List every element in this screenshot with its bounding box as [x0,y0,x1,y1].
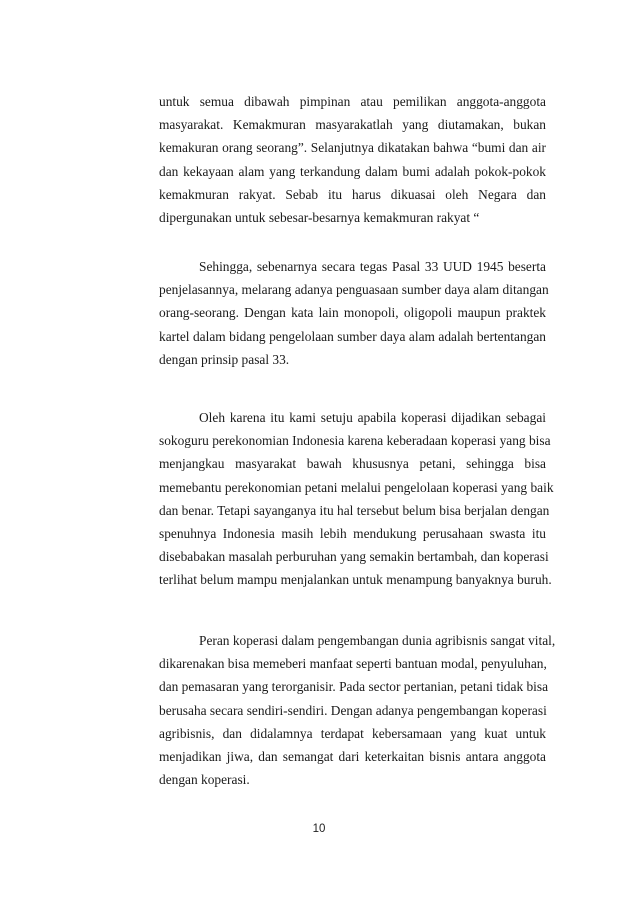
paragraph-line: disebabakan masalah perburuhan yang semakin bertambah, dan koperasi [159,549,549,565]
paragraph-line: dan benar. Tetapi sayanganya itu hal tersebut belum bisa berjalan dengan [159,502,550,518]
paragraph-line: dan kekayaan alam yang terkandung dalam bumi adalah pokok-pokok [159,163,546,179]
paragraph-2 [159,255,549,371]
paragraph-line: spenuhnya Indonesia masih lebih mendukung perusahaan swasta itu [159,525,546,541]
paragraph-line: dengan prinsip pasal 33. [159,351,290,367]
paragraph-line: Peran koperasi dalam pengembangan dunia agribisnis sangat vital, [199,633,556,648]
paragraph-line: memebantu perekonomian petani melalui pengelolaan koperasi yang baik [159,479,554,495]
paragraph-line: orang-seorang. Dengan kata lain monopoli, oligopoli maupun praktek [159,305,546,321]
paragraph-line: dengan koperasi. [159,772,250,788]
paragraph-1 [159,90,546,229]
paragraph-3 [159,406,554,592]
paragraph-line: kemakuran orang seorang”. Selanjutnya dikatakan bahwa “bumi dan air [159,140,546,156]
paragraph-line: penjelasannya, melarang adanya penguasaan sumber daya alam ditangan [159,282,549,298]
paragraph-line: Sehingga, sebenarnya secara tegas Pasal 33 UUD 1945 beserta [199,259,546,274]
page-number: 10 [312,823,326,835]
paragraph-line: kemakmuran rakyat. Sebab itu harus dikuasai oleh Negara dan [159,186,546,202]
paragraph-4 [159,629,556,791]
paragraph-line: kartel dalam bidang pengelolaan sumber daya alam adalah bertentangan [159,328,546,344]
paragraph-line: untuk semua dibawah pimpinan atau pemilikan anggota-anggota [159,94,546,109]
paragraph-line: sokoguru perekonomian Indonesia karena keberadaan koperasi yang bisa [159,433,551,449]
paragraph-line: Oleh karena itu kami setuju apabila koperasi dijadikan sebagai [199,410,546,425]
paragraph-line: masyarakat. Kemakmuran masyarakatlah yang diutamakan, bukan [159,117,546,133]
paragraph-line: menjangkau masyarakat bawah khususnya petani, sehingga bisa [159,456,546,472]
paragraph-line: menjadikan jiwa, dan semangat dari keterkaitan bisnis antara anggota [159,748,546,764]
paragraph-line: agribisnis, dan didalamnya terdapat kebersamaan yang kuat untuk [159,725,546,741]
paragraph-line: dipergunakan untuk sebesar-besarnya kemakmuran rakyat “ [159,209,480,225]
paragraph-line: terlihat belum mampu menjalankan untuk menampung banyaknya buruh. [159,572,552,588]
paragraph-line: dikarenakan bisa memeberi manfaat seperti bantuan modal, penyuluhan, [159,656,547,672]
paragraph-line: dan pemasaran yang terorganisir. Pada sector pertanian, petani tidak bisa [159,679,549,695]
paragraph-line: berusaha secara sendiri-sendiri. Dengan adanya pengembangan koperasi [159,702,547,718]
